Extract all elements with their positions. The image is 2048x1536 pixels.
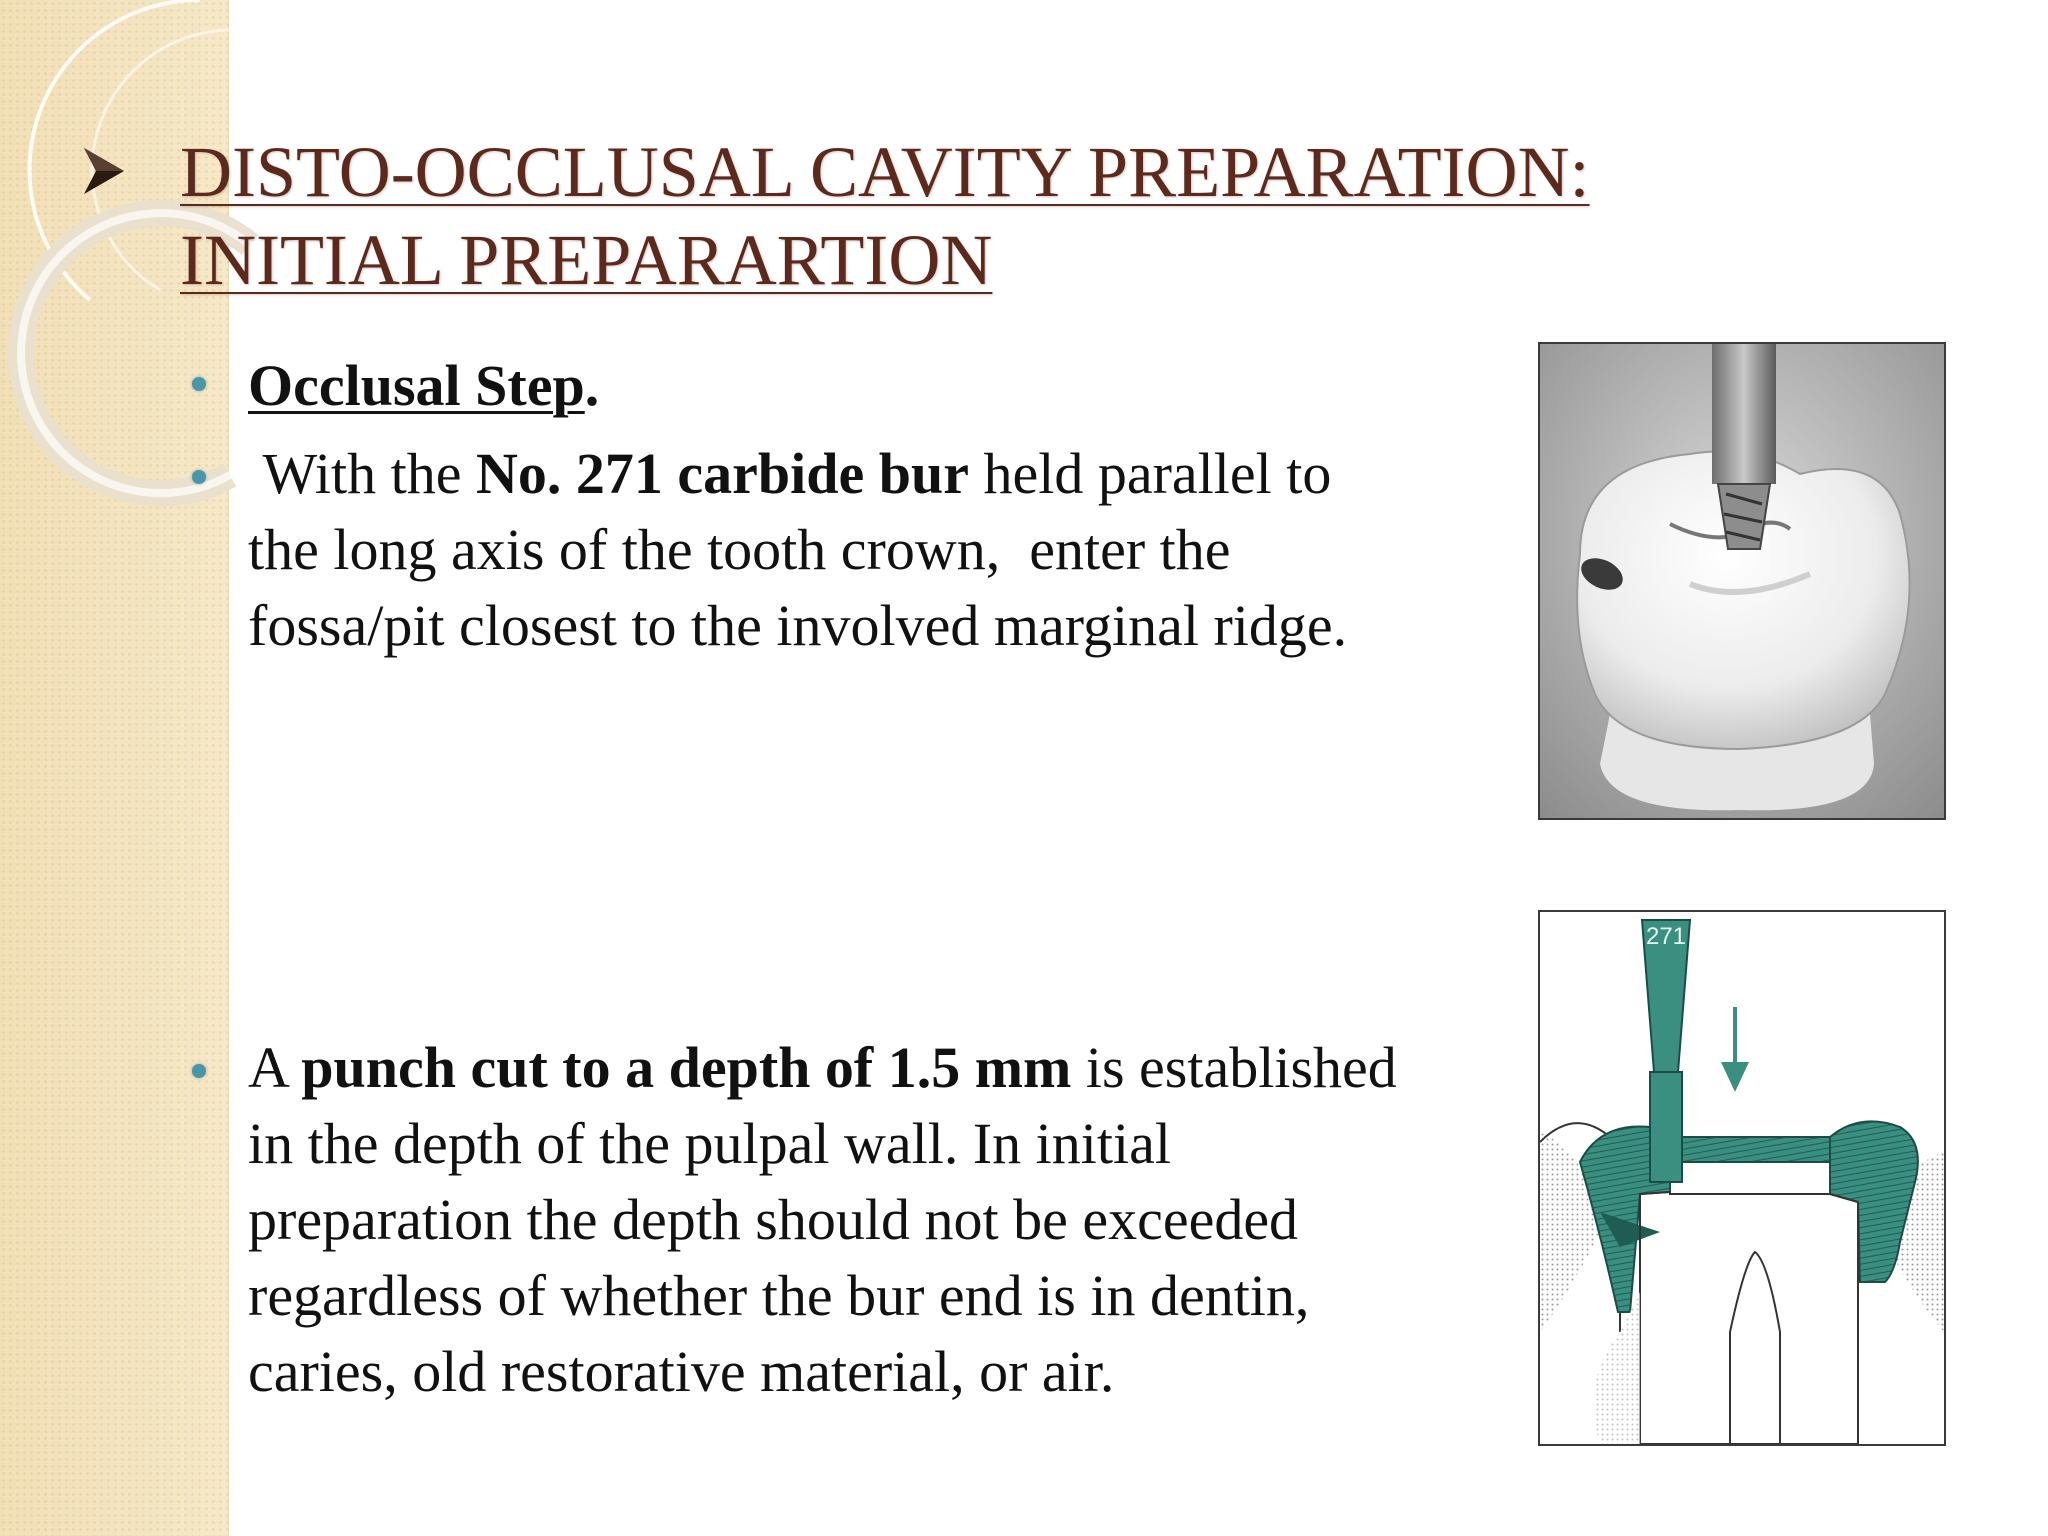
bur-number-label: 271 [1645,923,1687,950]
dot-bullet-icon [192,470,206,484]
figure-punch-cut-diagram [1538,910,1946,1446]
title-line-1: DISTO-OCCLUSAL CAVITY PREPARATION: [180,132,1590,212]
arrowhead-bullet-icon [82,146,126,196]
figure-tooth-with-bur-photo [1538,342,1946,820]
bullet-punch-cut-text: A punch cut to a depth of 1.5 mm is established in the depth of the pulpal wall. In initial preparation the depth should not be exceeded regardless of whether the bur end is in dentin, caries, old restorative material, or air. [248,1035,1397,1404]
dot-bullet-icon [192,377,206,391]
punch-cut-diagram [1540,912,1944,1444]
title-line-2: INITIAL PREPARARTION [180,220,993,300]
occlusal-step-heading: Occlusal Step [248,353,585,418]
punch-cut-depth: punch cut to a depth of 1.5 mm [301,1035,1072,1100]
bullet-occlusal-step: Occlusal Step. [248,353,600,418]
tooth-photo-illustration [1540,344,1944,818]
dot-bullet-icon [192,1064,206,1078]
bullet-carbide-bur-text: With the No. 271 carbide bur held parallel to the long axis of the tooth crown, enter the fossa/pit closest to the involved marginal ridge. [248,441,1348,658]
slide-title [180,128,1680,304]
bur-name: No. 271 carbide bur [476,441,970,506]
